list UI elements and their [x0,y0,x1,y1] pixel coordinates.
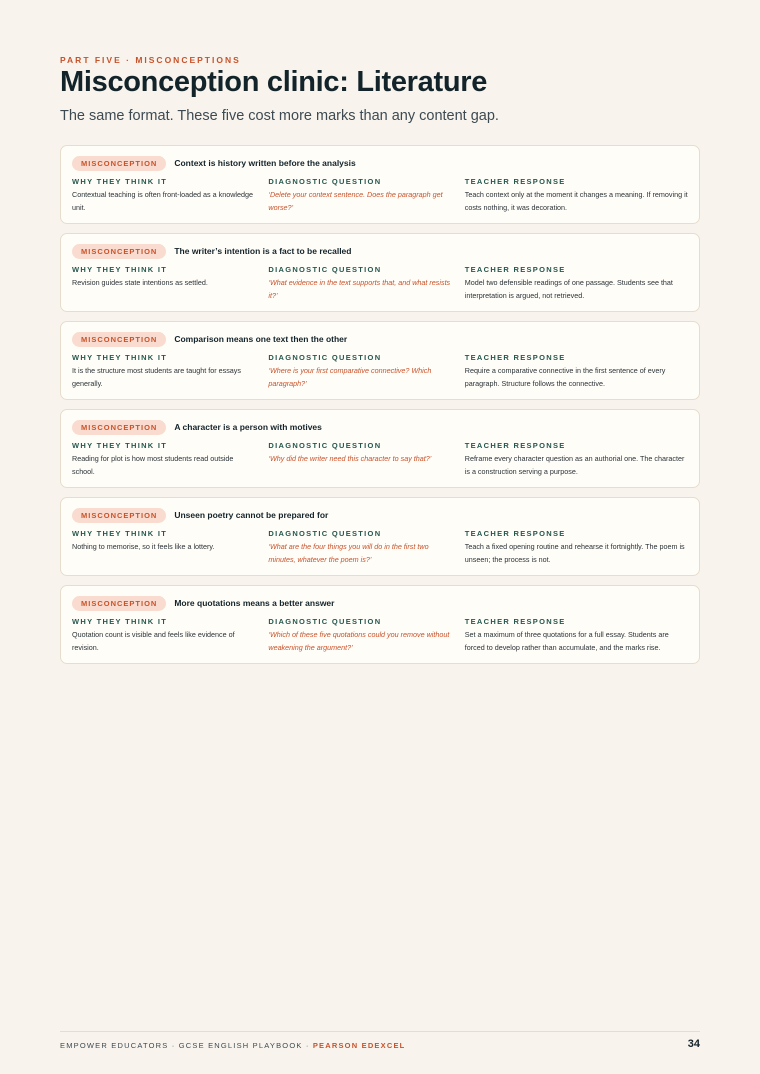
misconception-badge: MISCONCEPTION [72,244,166,259]
card-columns [72,617,688,654]
misconception-badge: MISCONCEPTION [72,508,166,523]
footer-brand: PEARSON EDEXCEL [312,1041,406,1050]
diagnostic-label: DIAGNOSTIC QUESTION [268,265,382,274]
card-header [72,419,688,435]
misconception-badge: MISCONCEPTION [72,420,166,435]
misconception-badge: MISCONCEPTION [72,332,166,347]
misconception-card [60,409,700,488]
response-label: TEACHER RESPONSE [464,353,566,362]
why-column [72,441,268,478]
why-column [72,265,268,302]
diagnostic-column [268,529,464,566]
diagnostic-text: ‘Where is your first comparative connective? Which paragraph?’ [268,366,432,388]
page [60,0,700,1074]
why-column [72,617,268,654]
diagnostic-column [268,617,464,654]
why-text: It is the structure most students are taught for essays generally. [72,366,241,388]
card-header [72,331,688,347]
why-label: WHY THEY THINK IT [72,529,168,538]
response-text: Require a comparative connective in the first sentence of every paragraph. Structure follows the connective. [464,366,666,388]
response-label: TEACHER RESPONSE [464,617,566,626]
response-column [465,529,688,566]
why-label: WHY THEY THINK IT [72,441,168,450]
diagnostic-text: ‘Which of these five quotations could you remove without weakening the argument?’ [268,630,450,652]
diagnostic-label: DIAGNOSTIC QUESTION [268,529,382,538]
misconception-badge: MISCONCEPTION [72,596,166,611]
response-label: TEACHER RESPONSE [464,265,566,274]
diagnostic-column [268,265,464,302]
diagnostic-text: ‘Delete your context sentence. Does the paragraph get worse?’ [268,190,443,212]
page-title: Misconception clinic: Literature [60,66,488,98]
page-footer [60,1031,700,1050]
why-label: WHY THEY THINK IT [72,617,168,626]
diagnostic-label: DIAGNOSTIC QUESTION [268,617,382,626]
response-text: Teach a fixed opening routine and rehearse it fortnightly. The poem is unseen; the process is not. [464,542,685,564]
page-subtitle: The same format. These five cost more marks than any content gap. [60,108,499,124]
misconception-title: Context is history written before the analysis [174,158,356,168]
misconception-badge: MISCONCEPTION [72,156,166,171]
response-column [465,441,688,478]
misconception-title: More quotations means a better answer [174,598,335,608]
card-header [72,595,688,611]
response-text: Teach context only at the moment it changes a meaning. If removing it costs nothing, it was decoration. [464,190,688,212]
misconception-title: Unseen poetry cannot be prepared for [174,510,329,520]
diagnostic-column [268,177,464,214]
response-text: Model two defensible readings of one passage. Students see that interpretation is argued, not retrieved. [464,278,673,300]
why-text: Contextual teaching is often front-loaded as a knowledge unit. [72,190,254,212]
misconception-title: Comparison means one text then the other [174,334,348,344]
diagnostic-label: DIAGNOSTIC QUESTION [268,441,382,450]
why-label: WHY THEY THINK IT [72,353,168,362]
card-header [72,155,688,171]
diagnostic-text: ‘What are the four things you will do in the first two minutes, whatever the poem is?’ [268,542,429,564]
misconception-card [60,585,700,664]
diagnostic-column [268,441,464,478]
diagnostic-text: ‘Why did the writer need this character to say that?’ [268,454,432,463]
why-column [72,353,268,390]
response-label: TEACHER RESPONSE [464,529,566,538]
card-columns [72,353,688,390]
response-label: TEACHER RESPONSE [464,177,566,186]
card-header [72,507,688,523]
why-text: Reading for plot is how most students read outside school. [72,454,234,476]
misconception-title: The writer’s intention is a fact to be recalled [174,246,352,256]
why-label: WHY THEY THINK IT [72,265,168,274]
section-kicker: PART FIVE · MISCONCEPTIONS [60,55,241,65]
misconception-card [60,233,700,312]
response-column [465,265,688,302]
card-columns [72,529,688,566]
why-text: Revision guides state intentions as settled. [72,278,208,287]
misconception-list [60,145,700,673]
misconception-card [60,145,700,224]
card-columns [72,177,688,214]
card-columns [72,265,688,302]
response-column [465,617,688,654]
response-text: Reframe every character question as an authorial one. The character is a construction serving a purpose. [464,454,685,476]
why-column [72,177,268,214]
diagnostic-label: DIAGNOSTIC QUESTION [268,177,382,186]
diagnostic-label: DIAGNOSTIC QUESTION [268,353,382,362]
misconception-card [60,321,700,400]
misconception-title: A character is a person with motives [174,422,322,432]
why-text: Nothing to memorise, so it feels like a lottery. [72,542,215,551]
footer-series: EMPOWER EDUCATORS · GCSE ENGLISH PLAYBOOK · [60,1041,313,1050]
diagnostic-column [268,353,464,390]
response-label: TEACHER RESPONSE [464,441,566,450]
footer-credits [60,1041,405,1050]
why-column [72,529,268,566]
page-number: 34 [687,1038,700,1050]
response-column [465,353,688,390]
why-label: WHY THEY THINK IT [72,177,168,186]
diagnostic-text: ‘What evidence in the text supports that, and what resists it?’ [268,278,451,300]
why-text: Quotation count is visible and feels like evidence of revision. [72,630,235,652]
misconception-card [60,497,700,576]
card-header [72,243,688,259]
response-text: Set a maximum of three quotations for a full essay. Students are forced to develop rather than accumulate, and the marks rise. [464,630,669,652]
card-columns [72,441,688,478]
response-column [465,177,688,214]
